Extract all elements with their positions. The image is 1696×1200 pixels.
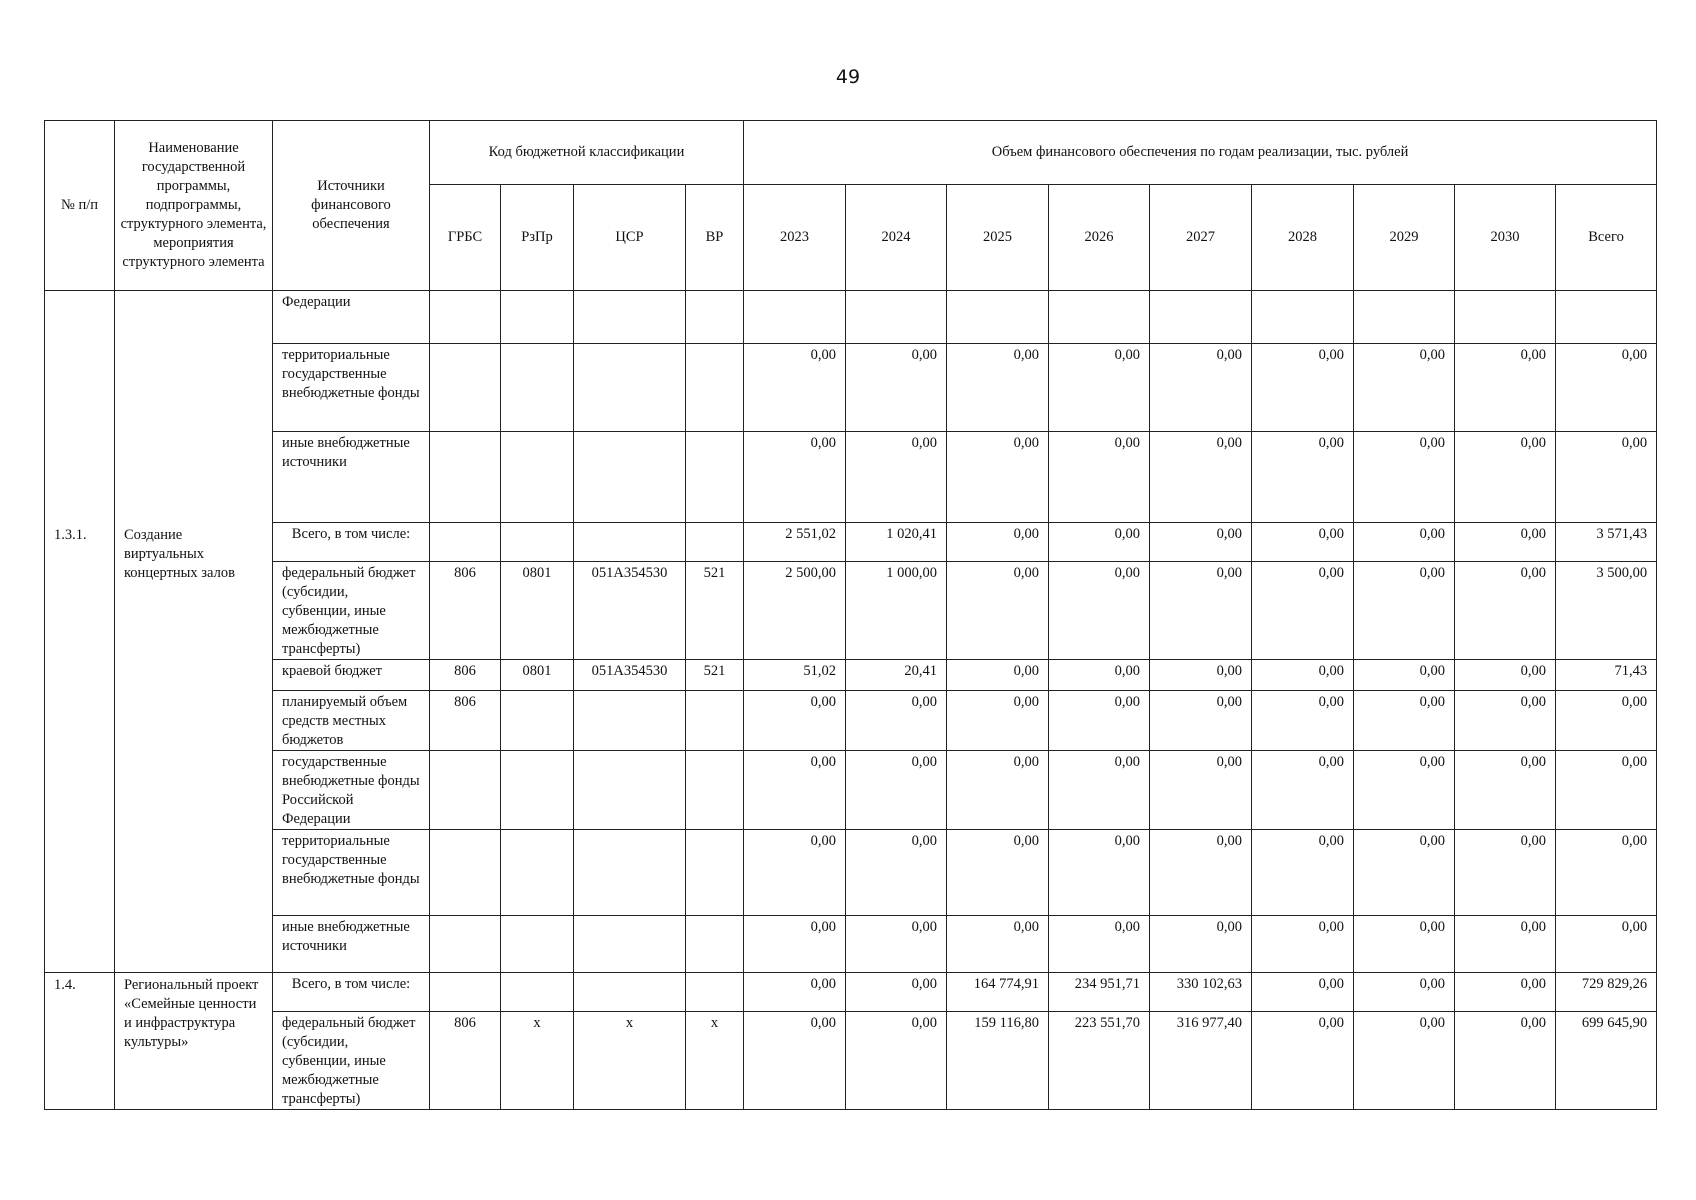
- table-header: [45, 121, 1657, 291]
- total-value-cell: 0,00: [1556, 691, 1657, 751]
- year-value-cell: 0,00: [947, 916, 1049, 973]
- year-value-cell: [744, 291, 846, 344]
- year-value-cell: 0,00: [1455, 916, 1556, 973]
- row-name-cell: Региональный проект «Семейные ценности и инфраструктура культуры»: [115, 973, 273, 1110]
- total-value-cell: [1556, 291, 1657, 344]
- year-value-cell: 0,00: [1354, 830, 1455, 916]
- grbs-cell: 806: [430, 660, 501, 691]
- year-value-cell: 0,00: [1354, 691, 1455, 751]
- year-value-cell: 0,00: [744, 691, 846, 751]
- year-value-cell: 0,00: [1150, 916, 1252, 973]
- header-sources: Источники финансового обеспечения: [273, 121, 430, 291]
- year-value-cell: 51,02: [744, 660, 846, 691]
- grbs-cell: 806: [430, 1012, 501, 1110]
- year-value-cell: [1354, 291, 1455, 344]
- table-row: [45, 751, 1657, 830]
- csr-cell: 051А354530: [574, 562, 686, 660]
- source-cell: иные внебюджетные источники: [273, 916, 430, 973]
- grbs-cell: [430, 830, 501, 916]
- header-year-2030: 2030: [1455, 185, 1556, 291]
- rzpr-cell: [501, 916, 574, 973]
- total-value-cell: 3 500,00: [1556, 562, 1657, 660]
- total-value-cell: 3 571,43: [1556, 523, 1657, 562]
- header-grbs: ГРБС: [430, 185, 501, 291]
- year-value-cell: 0,00: [1150, 751, 1252, 830]
- rzpr-cell: [501, 523, 574, 562]
- year-value-cell: 316 977,40: [1150, 1012, 1252, 1110]
- year-value-cell: [1150, 291, 1252, 344]
- grbs-cell: [430, 432, 501, 523]
- total-value-cell: 0,00: [1556, 751, 1657, 830]
- row-num-cell: 1.4.: [45, 973, 115, 1110]
- year-value-cell: 0,00: [1252, 660, 1354, 691]
- table-row: [45, 344, 1657, 432]
- source-cell: планируемый объем средств местных бюджетов: [273, 691, 430, 751]
- year-value-cell: 0,00: [744, 751, 846, 830]
- year-value-cell: 0,00: [1455, 344, 1556, 432]
- year-value-cell: 0,00: [1354, 916, 1455, 973]
- csr-cell: [574, 344, 686, 432]
- year-value-cell: [846, 291, 947, 344]
- year-value-cell: 0,00: [947, 691, 1049, 751]
- year-value-cell: 0,00: [947, 751, 1049, 830]
- csr-cell: [574, 751, 686, 830]
- year-value-cell: 0,00: [1252, 691, 1354, 751]
- table-row: [45, 830, 1657, 916]
- table-row: [45, 691, 1657, 751]
- year-value-cell: 0,00: [1455, 562, 1556, 660]
- grbs-cell: [430, 523, 501, 562]
- year-value-cell: 0,00: [1150, 562, 1252, 660]
- year-value-cell: 0,00: [846, 916, 947, 973]
- rzpr-cell: 0801: [501, 660, 574, 691]
- year-value-cell: 0,00: [947, 660, 1049, 691]
- year-value-cell: 330 102,63: [1150, 973, 1252, 1012]
- header-year-2028: 2028: [1252, 185, 1354, 291]
- year-value-cell: 0,00: [1455, 432, 1556, 523]
- year-value-cell: 0,00: [1049, 562, 1150, 660]
- rzpr-cell: 0801: [501, 562, 574, 660]
- source-cell: федеральный бюджет (субсидии, субвенции, иные межбюджетные трансферты): [273, 562, 430, 660]
- row-name-cell: Создание виртуальных концертных залов: [115, 291, 273, 973]
- vr-cell: [686, 523, 744, 562]
- year-value-cell: 0,00: [1049, 691, 1150, 751]
- year-value-cell: 0,00: [1252, 432, 1354, 523]
- grbs-cell: [430, 916, 501, 973]
- vr-cell: [686, 916, 744, 973]
- source-total-cell: Всего, в том числе:: [273, 973, 430, 1012]
- csr-cell: [574, 691, 686, 751]
- year-value-cell: 0,00: [1150, 523, 1252, 562]
- table-row: [45, 916, 1657, 973]
- year-value-cell: 0,00: [1455, 830, 1556, 916]
- year-value-cell: 0,00: [744, 973, 846, 1012]
- header-year-2026: 2026: [1049, 185, 1150, 291]
- year-value-cell: [1252, 291, 1354, 344]
- year-value-cell: 0,00: [1354, 660, 1455, 691]
- year-value-cell: 20,41: [846, 660, 947, 691]
- header-year-2027: 2027: [1150, 185, 1252, 291]
- total-value-cell: 71,43: [1556, 660, 1657, 691]
- year-value-cell: 0,00: [947, 562, 1049, 660]
- year-value-cell: 0,00: [1354, 973, 1455, 1012]
- table-row: [45, 973, 1657, 1012]
- year-value-cell: 0,00: [1455, 660, 1556, 691]
- source-cell: государственные внебюджетные фонды Российской Федерации: [273, 751, 430, 830]
- year-value-cell: 0,00: [947, 344, 1049, 432]
- row-num-cell: 1.3.1.: [45, 291, 115, 973]
- rzpr-cell: [501, 973, 574, 1012]
- year-value-cell: 234 951,71: [1049, 973, 1150, 1012]
- source-cell: территориальные государственные внебюджетные фонды: [273, 344, 430, 432]
- csr-cell: [574, 291, 686, 344]
- header-csr: ЦСР: [574, 185, 686, 291]
- year-value-cell: 0,00: [1252, 916, 1354, 973]
- year-value-cell: 0,00: [1150, 432, 1252, 523]
- total-value-cell: 0,00: [1556, 344, 1657, 432]
- table-body: [45, 291, 1657, 1110]
- year-value-cell: [947, 291, 1049, 344]
- year-value-cell: 0,00: [846, 1012, 947, 1110]
- year-value-cell: 0,00: [1354, 432, 1455, 523]
- table-row: [45, 562, 1657, 660]
- total-value-cell: 699 645,90: [1556, 1012, 1657, 1110]
- year-value-cell: 0,00: [1354, 344, 1455, 432]
- header-kbk-group: Код бюджетной классификации: [430, 121, 744, 185]
- total-value-cell: 0,00: [1556, 830, 1657, 916]
- year-value-cell: 0,00: [1049, 751, 1150, 830]
- rzpr-cell: [501, 830, 574, 916]
- year-value-cell: 0,00: [1150, 830, 1252, 916]
- table-row: [45, 432, 1657, 523]
- year-value-cell: 0,00: [1252, 562, 1354, 660]
- table-row: [45, 1012, 1657, 1110]
- rzpr-cell: [501, 291, 574, 344]
- year-value-cell: [1049, 291, 1150, 344]
- year-value-cell: 0,00: [1252, 344, 1354, 432]
- year-value-cell: 2 551,02: [744, 523, 846, 562]
- year-value-cell: 0,00: [846, 691, 947, 751]
- year-value-cell: [1455, 291, 1556, 344]
- year-value-cell: 0,00: [744, 432, 846, 523]
- year-value-cell: 0,00: [1455, 1012, 1556, 1110]
- year-value-cell: 0,00: [1354, 1012, 1455, 1110]
- year-value-cell: 0,00: [1354, 523, 1455, 562]
- year-value-cell: 0,00: [744, 1012, 846, 1110]
- year-value-cell: 0,00: [1049, 916, 1150, 973]
- year-value-cell: 0,00: [846, 830, 947, 916]
- rzpr-cell: [501, 691, 574, 751]
- year-value-cell: 0,00: [1252, 1012, 1354, 1110]
- budget-table: [44, 120, 1657, 1110]
- year-value-cell: 0,00: [1252, 751, 1354, 830]
- year-value-cell: 0,00: [1455, 751, 1556, 830]
- year-value-cell: 1 000,00: [846, 562, 947, 660]
- header-year-2024: 2024: [846, 185, 947, 291]
- grbs-cell: [430, 973, 501, 1012]
- source-cell: Федерации: [273, 291, 430, 344]
- grbs-cell: 806: [430, 691, 501, 751]
- header-num: № п/п: [45, 121, 115, 291]
- year-value-cell: 0,00: [846, 432, 947, 523]
- vr-cell: 521: [686, 562, 744, 660]
- year-value-cell: 0,00: [744, 916, 846, 973]
- year-value-cell: 0,00: [1150, 691, 1252, 751]
- year-value-cell: 0,00: [1455, 523, 1556, 562]
- source-cell: федеральный бюджет (субсидии, субвенции, иные межбюджетные трансферты): [273, 1012, 430, 1110]
- table-row: [45, 291, 1657, 344]
- year-value-cell: 0,00: [744, 830, 846, 916]
- year-value-cell: 0,00: [947, 523, 1049, 562]
- year-value-cell: 0,00: [1455, 973, 1556, 1012]
- csr-cell: [574, 830, 686, 916]
- csr-cell: [574, 432, 686, 523]
- year-value-cell: 164 774,91: [947, 973, 1049, 1012]
- rzpr-cell: х: [501, 1012, 574, 1110]
- total-value-cell: 0,00: [1556, 432, 1657, 523]
- vr-cell: 521: [686, 660, 744, 691]
- year-value-cell: 1 020,41: [846, 523, 947, 562]
- csr-cell: [574, 973, 686, 1012]
- year-value-cell: 0,00: [1049, 523, 1150, 562]
- year-value-cell: 0,00: [744, 344, 846, 432]
- grbs-cell: [430, 291, 501, 344]
- header-total: Всего: [1556, 185, 1657, 291]
- vr-cell: [686, 691, 744, 751]
- grbs-cell: [430, 344, 501, 432]
- total-value-cell: 0,00: [1556, 916, 1657, 973]
- year-value-cell: 159 116,80: [947, 1012, 1049, 1110]
- rzpr-cell: [501, 751, 574, 830]
- source-cell: иные внебюджетные источники: [273, 432, 430, 523]
- header-year-2029: 2029: [1354, 185, 1455, 291]
- csr-cell: [574, 523, 686, 562]
- source-cell: территориальные государственные внебюджетные фонды: [273, 830, 430, 916]
- csr-cell: 051А354530: [574, 660, 686, 691]
- year-value-cell: 0,00: [947, 830, 1049, 916]
- rzpr-cell: [501, 432, 574, 523]
- vr-cell: [686, 344, 744, 432]
- vr-cell: [686, 291, 744, 344]
- year-value-cell: 0,00: [1150, 660, 1252, 691]
- year-value-cell: 0,00: [1049, 830, 1150, 916]
- source-cell: краевой бюджет: [273, 660, 430, 691]
- vr-cell: [686, 751, 744, 830]
- csr-cell: х: [574, 1012, 686, 1110]
- vr-cell: [686, 973, 744, 1012]
- rzpr-cell: [501, 344, 574, 432]
- vr-cell: [686, 432, 744, 523]
- header-name: Наименование государственной программы, подпрограммы, структурного элемента, мероприятия структурного элемента: [115, 121, 273, 291]
- grbs-cell: 806: [430, 562, 501, 660]
- year-value-cell: 223 551,70: [1049, 1012, 1150, 1110]
- year-value-cell: 0,00: [846, 751, 947, 830]
- year-value-cell: 0,00: [1354, 562, 1455, 660]
- csr-cell: [574, 916, 686, 973]
- year-value-cell: 0,00: [1252, 830, 1354, 916]
- page-number: 49: [835, 66, 861, 88]
- table-row: [45, 523, 1657, 562]
- vr-cell: [686, 830, 744, 916]
- grbs-cell: [430, 751, 501, 830]
- total-value-cell: 729 829,26: [1556, 973, 1657, 1012]
- year-value-cell: 0,00: [1252, 973, 1354, 1012]
- year-value-cell: 0,00: [947, 432, 1049, 523]
- header-year-2025: 2025: [947, 185, 1049, 291]
- header-rzpr: РзПр: [501, 185, 574, 291]
- year-value-cell: 2 500,00: [744, 562, 846, 660]
- table-row: [45, 660, 1657, 691]
- year-value-cell: 0,00: [1049, 432, 1150, 523]
- year-value-cell: 0,00: [1150, 344, 1252, 432]
- year-value-cell: 0,00: [1252, 523, 1354, 562]
- header-year-2023: 2023: [744, 185, 846, 291]
- year-value-cell: 0,00: [1049, 660, 1150, 691]
- source-total-cell: Всего, в том числе:: [273, 523, 430, 562]
- year-value-cell: 0,00: [1354, 751, 1455, 830]
- year-value-cell: 0,00: [846, 973, 947, 1012]
- year-value-cell: 0,00: [1455, 691, 1556, 751]
- header-vr: ВР: [686, 185, 744, 291]
- year-value-cell: 0,00: [1049, 344, 1150, 432]
- vr-cell: х: [686, 1012, 744, 1110]
- header-volume-group: Объем финансового обеспечения по годам реализации, тыс. рублей: [744, 121, 1657, 185]
- year-value-cell: 0,00: [846, 344, 947, 432]
